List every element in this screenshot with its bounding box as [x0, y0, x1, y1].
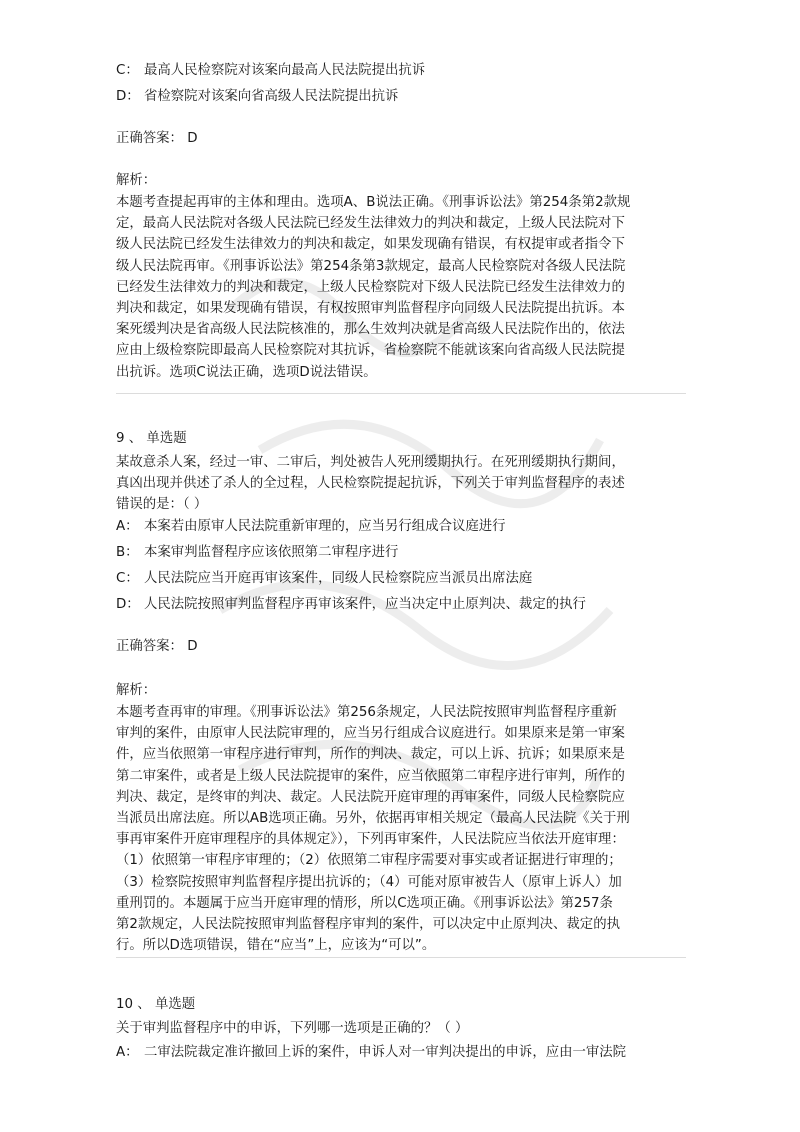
question-stem — [116, 452, 686, 516]
analysis-line: 判决、裁定，是终审的判决、裁定。人民法院开庭审理的再审案件，同级人民检察院应 — [116, 789, 625, 805]
option-text: 二审法院裁定准许撤回上诉的案件，申诉人对一审判决提出的申诉，应由一审法院 — [144, 1045, 627, 1060]
option-c[interactable] — [116, 568, 532, 589]
analysis-line: 级人民法院再审。《刑事诉讼法》第254条第3款规定，最高人民检察院对各级人民法院 — [116, 258, 626, 274]
analysis-line: 出抗诉。选项C说法正确，选项D说法错误。 — [116, 364, 377, 380]
stem-line: 真凶出现并供述了杀人的全过程，人民检察院提起抗诉，下列关于审判监督程序的表述 — [116, 476, 625, 492]
analysis-line: 第二审案件，或者是上级人民法院提审的案件，应当依照第二审程序进行审判，所作的 — [116, 768, 625, 784]
analysis-line: 审判的案件，由原审人民法院审理的，应当另行组成合议庭进行。如果原来是第一审案 — [116, 726, 625, 742]
analysis-line: 件，应当依照第一审程序进行审判，所作的判决、裁定，可以上诉、抗诉；如果原来是 — [116, 747, 625, 763]
option-d[interactable] — [116, 594, 586, 615]
analysis-line: 事再审案件开庭审理程序的具体规定》），下列再审案件，人民法院应当依法开庭审理： — [116, 832, 625, 848]
analysis-text — [116, 702, 686, 956]
option-text: 最高人民检察院对该案向最高人民法院提出抗诉 — [144, 63, 426, 78]
question-header: 9 、 单选题 — [116, 431, 187, 446]
analysis-line: 行。所以D选项错误，错在“应当”上，应该为“可以”。 — [116, 938, 436, 954]
option-letter: A： — [116, 519, 139, 534]
analysis-line: 级人民法院已经发生法律效力的判决和裁定，如果发现确有错误，有权提审或者指令下 — [116, 237, 625, 253]
option-a[interactable] — [116, 1042, 626, 1063]
analysis-text — [116, 192, 686, 383]
option-letter: A： — [116, 1045, 139, 1060]
analysis-line: （3）检察院按照审判监督程序提出抗诉的；（4）可能对原审被告人（原审上诉人）加 — [116, 874, 622, 890]
question-stem — [116, 1018, 686, 1039]
analysis-line: 本题考查再审的审理。《刑事诉讼法》第256条规定，人民法院按照审判监督程序重新 — [116, 705, 617, 720]
option-letter: D： — [116, 597, 140, 612]
question-header: 10 、 单选题 — [116, 997, 196, 1012]
analysis-line: 本题考查提起再审的主体和理由。选项A、B说法正确。《刑事诉讼法》第254条第2款规 — [116, 195, 631, 210]
analysis-line: 已经发生法律效力的判决和裁定，上级人民检察院对下级人民法院已经发生法律效力的 — [116, 279, 625, 295]
option-a[interactable] — [116, 516, 506, 537]
analysis-line: 第2款规定，人民法院按照审判监督程序审判的案件，可以决定中止原判决、裁定的执 — [116, 917, 620, 933]
stem-line: 关于审判监督程序中的申诉，下列哪一选项是正确的？（ ） — [116, 1021, 469, 1036]
option-b[interactable] — [116, 542, 398, 563]
analysis-line: （1）依照第一审程序审理的；（2）依照第二审程序需要对事实或者证据进行审理的； — [116, 853, 622, 869]
divider — [116, 393, 686, 394]
option-text: 本案若由原审人民法院重新审理的，应当另行组成合议庭进行 — [144, 519, 506, 534]
analysis-label: 解析： — [116, 683, 157, 698]
analysis-line: 案死缓判决是省高级人民法院核准的，那么生效判决就是省高级人民法院作出的，依法 — [116, 322, 625, 338]
option-d[interactable] — [116, 86, 398, 107]
option-c[interactable] — [116, 60, 425, 81]
analysis-line: 应由上级检察院即最高人民检察院对其抗诉，省检察院不能就该案向省高级人民法院提 — [116, 343, 625, 359]
divider — [116, 957, 686, 958]
analysis-line: 重刑罚的。本题属于应当开庭审理的情形，所以C选项正确。《刑事诉讼法》第257条 — [116, 895, 613, 911]
analysis-line: 定，最高人民法院对各级人民法院已经发生法律效力的判决和裁定，上级人民法院对下 — [116, 216, 625, 232]
option-text: 人民法院按照审判监督程序再审该案件，应当决定中止原判决、裁定的执行 — [144, 597, 586, 612]
option-letter: C： — [116, 63, 139, 78]
analysis-label: 解析： — [116, 173, 157, 188]
option-text: 人民法院应当开庭再审该案件，同级人民检察院应当派员出席法庭 — [144, 571, 533, 586]
option-text: 本案审判监督程序应该依照第二审程序进行 — [144, 545, 399, 560]
analysis-line: 判决和裁定，如果发现确有错误，有权按照审判监督程序向同级人民法院提出抗诉。本 — [116, 301, 625, 317]
correct-answer: 正确答案： D — [116, 131, 198, 146]
option-letter: D： — [116, 89, 140, 104]
option-text: 省检察院对该案向省高级人民法院提出抗诉 — [144, 89, 399, 104]
option-letter: C： — [116, 571, 139, 586]
option-letter: B： — [116, 545, 139, 560]
analysis-line: 当派员出席法庭。所以AB选项正确。另外，依据再审相关规定（最高人民法院《关于刑 — [116, 811, 630, 827]
stem-line: 某故意杀人案，经过一审、二审后，判处被告人死刑缓期执行。在死刑缓期执行期间， — [116, 455, 625, 470]
stem-line: 错误的是：（ ） — [116, 497, 208, 513]
correct-answer: 正确答案： D — [116, 639, 198, 654]
